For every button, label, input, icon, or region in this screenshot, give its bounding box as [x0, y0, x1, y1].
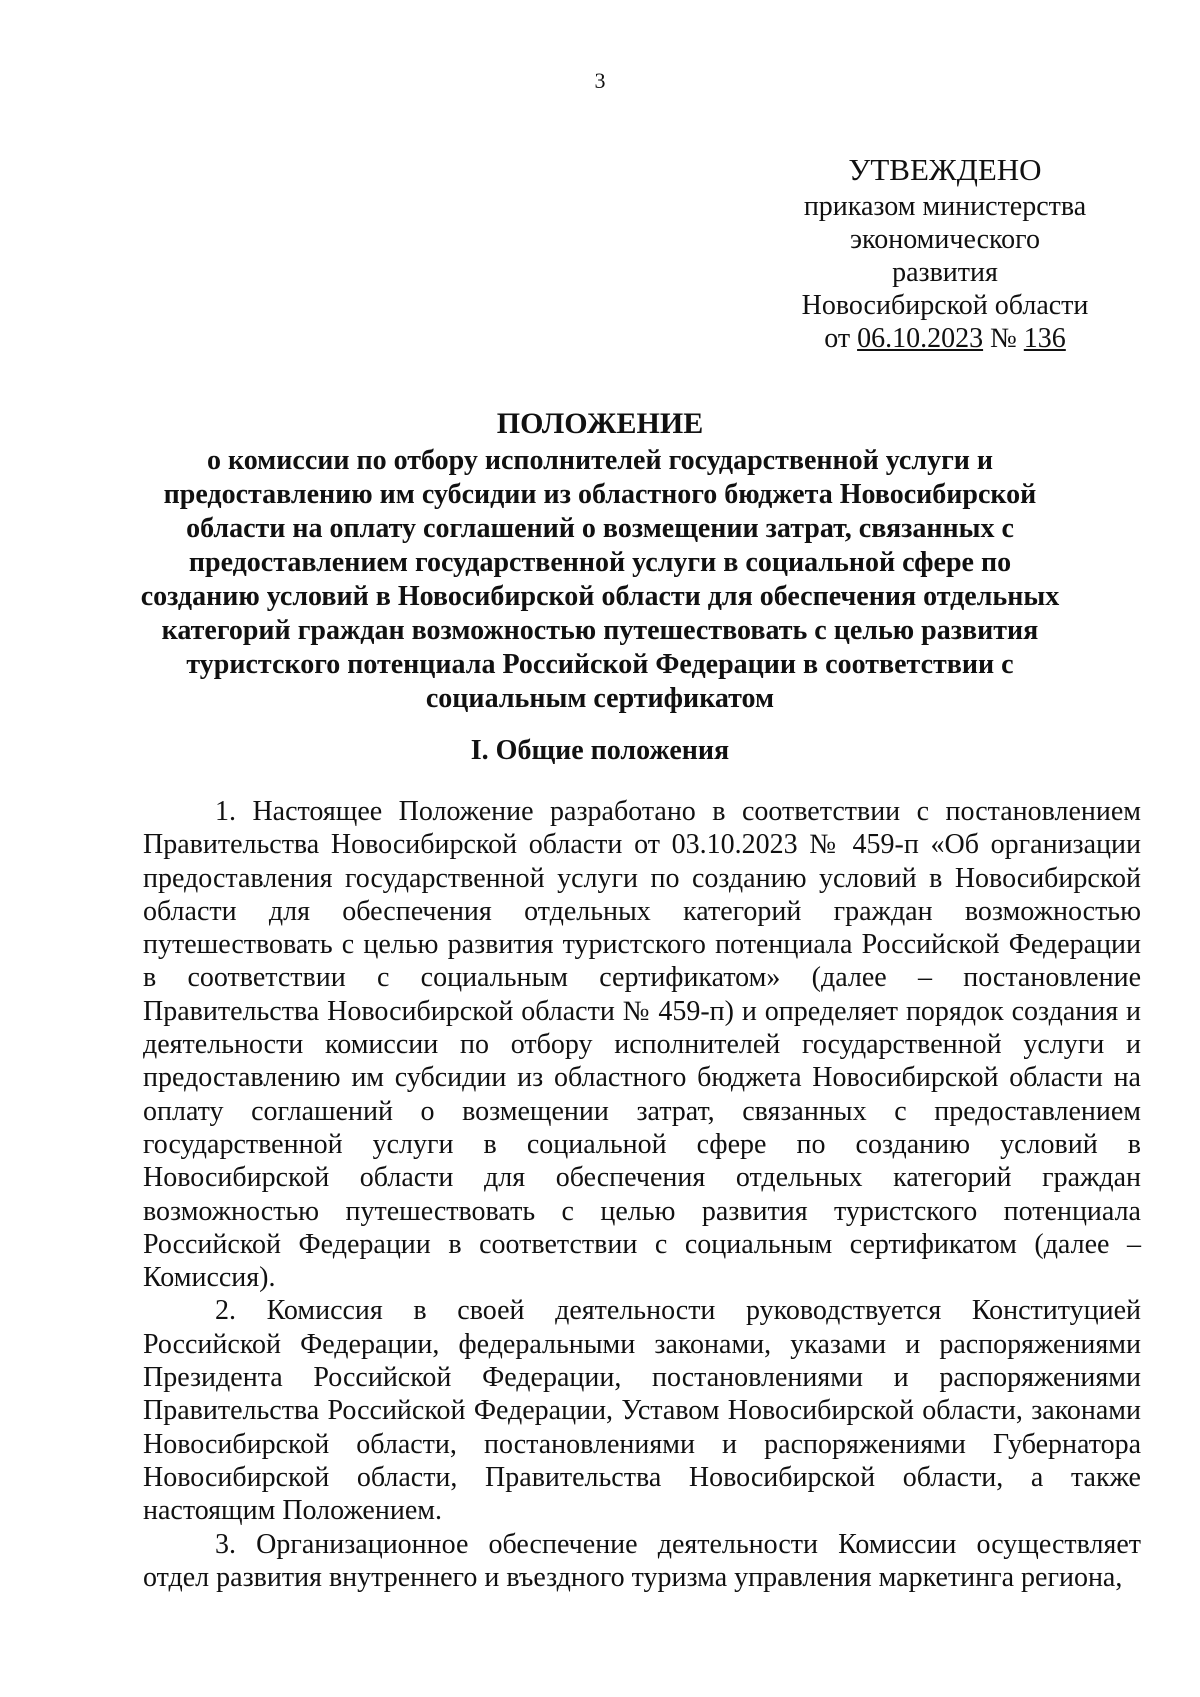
- section-heading: I. Общие положения: [470, 735, 730, 766]
- approval-stamp: УТВЕЖДЕНО: [848, 152, 1042, 187]
- approval-line: экономического развития: [850, 224, 1040, 288]
- paragraph: 2. Комиссия в своей деятельности руководствуется Конституцией Российской Федерации, федеральными законами, указами и распоряжениями Президента Российской Федерации, постановлениями и распоряжениями Правительства Российской Федерации, Уставом Новосибирской области, законами Новосибирской области, постановлениями и распоряжениями Губернатора Новосибирской области, Правительства Новосибирской области, а также настоящим Положением.: [143, 1295, 1141, 1527]
- page-number: 3: [594, 68, 606, 93]
- document-body: [143, 795, 1141, 1594]
- document-subtitle: о комиссии по отбору исполнителей государственной услуги и предоставлению им субсидии из областного бюджета Новосибирской области на оплату соглашений о возмещении затрат, связанных с предоставлением государственной услуги в социальной сфере по созданию условий в Новосибирской области для обеспечения отдельных категорий граждан возможностью путешествовать с целью развития туристского потенциала Российской Федерации в соответствии с социальным сертификатом: [140, 445, 1060, 714]
- approval-line: приказом министерства: [803, 191, 1087, 222]
- approval-block: [795, 150, 1095, 355]
- approval-date: 06.10.2023: [857, 323, 984, 354]
- paragraph: 1. Настоящее Положение разработано в соответствии с постановлением Правительства Новосибирской области от 03.10.2023 № 459-п «Об организации предоставления государственной услуги по созданию условий в Новосибирской области для обеспечения отдельных категорий граждан возможностью путешествовать с целью развития туристского потенциала Российской Федерации в соответствии с социальным сертификатом» (далее – постановление Правительства Новосибирской области № 459-п) и определяет порядок создания и деятельности комиссии по отбору исполнителей государственной услуги и предоставлению им субсидии из областного бюджета Новосибирской области на оплату соглашений о возмещении затрат, связанных с предоставлением государственной услуги в социальной сфере по созданию условий в Новосибирской области для обеспечения отдельных категорий граждан возможностью путешествовать с целью развития туристского потенциала Российской Федерации в соответствии с социальным сертификатом (далее – Комиссия).: [143, 796, 1141, 1294]
- approval-line: Новосибирской области: [801, 290, 1089, 321]
- document-heading: ПОЛОЖЕНИЕ: [496, 407, 704, 440]
- approval-number: 136: [1023, 323, 1066, 354]
- approval-from: от: [824, 323, 851, 354]
- document-title: [130, 404, 1070, 716]
- approval-number-sign: №: [990, 323, 1017, 354]
- paragraph: 3. Организационное обеспечение деятельности Комиссии осуществляет отдел развития внутреннего и въездного туризма управления маркетинга региона,: [143, 1528, 1141, 1593]
- approval-date-line: [795, 322, 1095, 355]
